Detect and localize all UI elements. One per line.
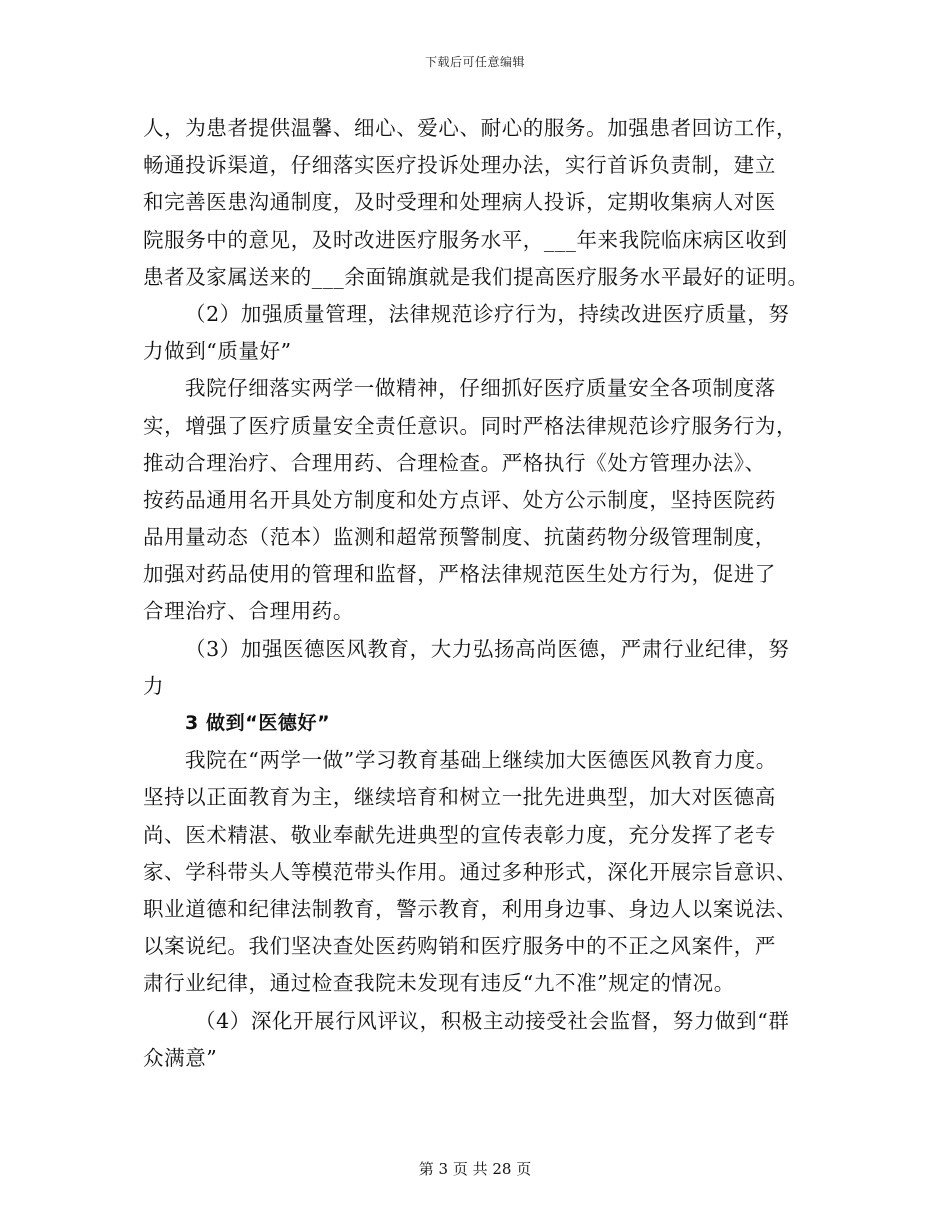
paragraph-first-line: 我院在“两学一做”学习教育基础上继续加大医德医风教育力度。: [185, 748, 777, 773]
section-heading-line: 力做到“质量好”: [143, 339, 292, 364]
section-heading-line: （3）加强医德医风教育，大力弘扬高尚医德，严肃行业纪律，努: [185, 636, 790, 661]
bold-subheading: 3 做到“医德好”: [185, 712, 331, 734]
text-line: 按药品通用名开具处方制度和处方点评、处方公示制度，坚持医院药: [143, 487, 776, 512]
text-line: 推动合理治疗、合理用药、合理检查。严格执行《处方管理办法》、: [143, 450, 766, 475]
text-line: 和完善医患沟通制度，及时受理和处理病人投诉，定期收集病人对医: [143, 190, 776, 215]
text-line: 实，增强了医疗质量安全责任意识。同时严格法律规范诊疗服务行为，: [143, 413, 798, 438]
text-line: 家、学科带头人等模范带头作用。通过多种形式，深化开展宗旨意识、: [143, 859, 798, 884]
document-body: [143, 110, 813, 1077]
page-number-footer: 第 3 页 共 28 页: [418, 1160, 532, 1178]
section-heading-line: 众满意”: [143, 1045, 218, 1070]
page-header-note: 下载后可任意编辑: [424, 55, 525, 69]
text-line: 院服务中的意见，及时改进医疗服务水平，___年来我院临床病区收到: [143, 227, 788, 252]
paragraph-first-line: 我院仔细落实两学一做精神，仔细抓好医疗质量安全各项制度落: [185, 376, 776, 401]
text-line: 坚持以正面教育为主，继续培育和树立一批先进典型，加大对医德高: [143, 785, 776, 810]
text-line: 职业道德和纪律法制教育，警示教育，利用身边事、身边人以案说法、: [143, 896, 798, 921]
text-line: 合理治疗、合理用药。: [143, 599, 354, 624]
text-line: 患者及家属送来的___余面锦旗就是我们提高医疗服务水平最好的证明。: [143, 264, 809, 289]
text-line: 畅通投诉渠道，仔细落实医疗投诉处理办法，实行首诉负责制，建立: [143, 153, 776, 178]
text-line: 以案说纪。我们坚决查处医药购销和医疗服务中的不正之风案件，严: [143, 934, 776, 959]
section-heading-line: （2）加强质量管理，法律规范诊疗行为，持续改进医疗质量，努: [185, 301, 790, 326]
text-line: 肃行业纪律，通过检查我院未发现有违反“九不准”规定的情况。: [143, 971, 735, 996]
text-line: 尚、医术精湛、敬业奉献先进典型的宣传表彰力度，充分发挥了老专: [143, 822, 776, 847]
section-heading-line: 力: [143, 673, 165, 698]
section-heading-line: （4）深化开展行风评议，积极主动接受社会监督，努力做到“群: [195, 1008, 790, 1033]
text-line: 加强对药品使用的管理和监督，严格法律规范医生处方行为，促进了: [143, 562, 776, 587]
text-line: 品用量动态（范本）监测和超常预警制度、抗菌药物分级管理制度，: [143, 525, 776, 550]
text-line: 人，为患者提供温馨、细心、爱心、耐心的服务。加强患者回访工作，: [143, 116, 798, 140]
